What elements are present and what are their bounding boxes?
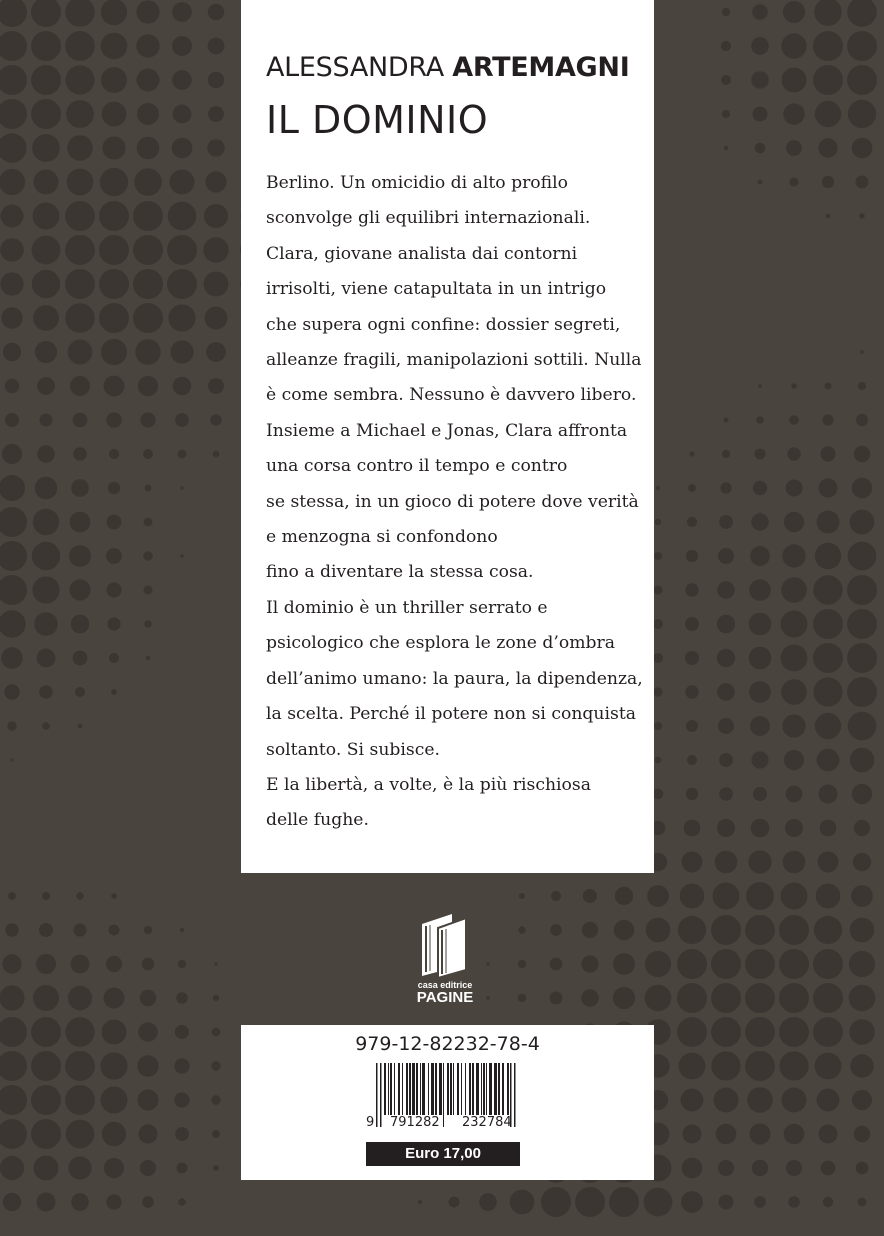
blurb-line: alleanze fragili, manipolazioni sottili. Nulla — [266, 350, 642, 371]
blurb-line: soltanto. Si subisce. — [266, 739, 440, 760]
isbn-barcode-box — [241, 1025, 654, 1180]
publisher-label: casa editrice — [417, 980, 473, 990]
blurb-line: è come sembra. Nessuno è davvero libero. — [266, 385, 637, 406]
isbn-number: 979-12-82232-78-4 — [355, 1033, 540, 1055]
blurb-line: fino a diventare la stessa cosa. — [266, 562, 534, 583]
blurb-line: Berlino. Un omicidio di alto profilo — [266, 173, 568, 193]
publisher-name: PAGINE — [416, 989, 474, 1006]
books-icon — [416, 910, 474, 978]
author-name — [266, 52, 629, 83]
blurb-line: irrisolti, viene catapultata in un intrigo — [266, 279, 607, 300]
blurb-line: Il dominio è un thriller serrato e — [266, 597, 548, 618]
price-tag: Euro 17,00 — [366, 1142, 520, 1166]
blurb-line: psicologico che esplora le zone d’ombra — [266, 633, 615, 654]
blurb-line: una corsa contro il tempo e contro — [266, 456, 568, 477]
blurb-line: e menzogna si confondono — [266, 527, 498, 548]
barcode-digit-first: 9 — [366, 1115, 375, 1130]
blurb-line: Insieme a Michael e Jonas, Clara affronta — [266, 420, 628, 441]
author-first-name: ALESSANDRA — [266, 52, 444, 83]
book-title: IL DOMINIO — [266, 98, 489, 142]
author-last-name: ARTEMAGNI — [452, 52, 630, 83]
blurb-line: che supera ogni confine: dossier segreti, — [266, 314, 621, 335]
book-blurb — [266, 166, 646, 839]
barcode-digits-left: 791282 — [390, 1115, 440, 1130]
publisher-logo — [412, 910, 478, 1006]
blurb-line: sconvolge gli equilibri internazionali. — [266, 208, 591, 229]
barcode-digits-right: 232784 — [462, 1115, 512, 1130]
back-cover-text-panel — [241, 0, 654, 873]
blurb-line: delle fughe. — [266, 810, 369, 831]
blurb-line: la scelta. Perché il potere non si conquista — [266, 704, 636, 725]
blurb-line: dell’animo umano: la paura, la dipendenza, — [266, 668, 643, 689]
blurb-line: E la libertà, a volte, è la più rischiosa — [266, 774, 591, 795]
blurb-line: Clara, giovane analista dai contorni — [266, 243, 578, 264]
blurb-line: se stessa, in un gioco di potere dove verità — [266, 491, 639, 512]
